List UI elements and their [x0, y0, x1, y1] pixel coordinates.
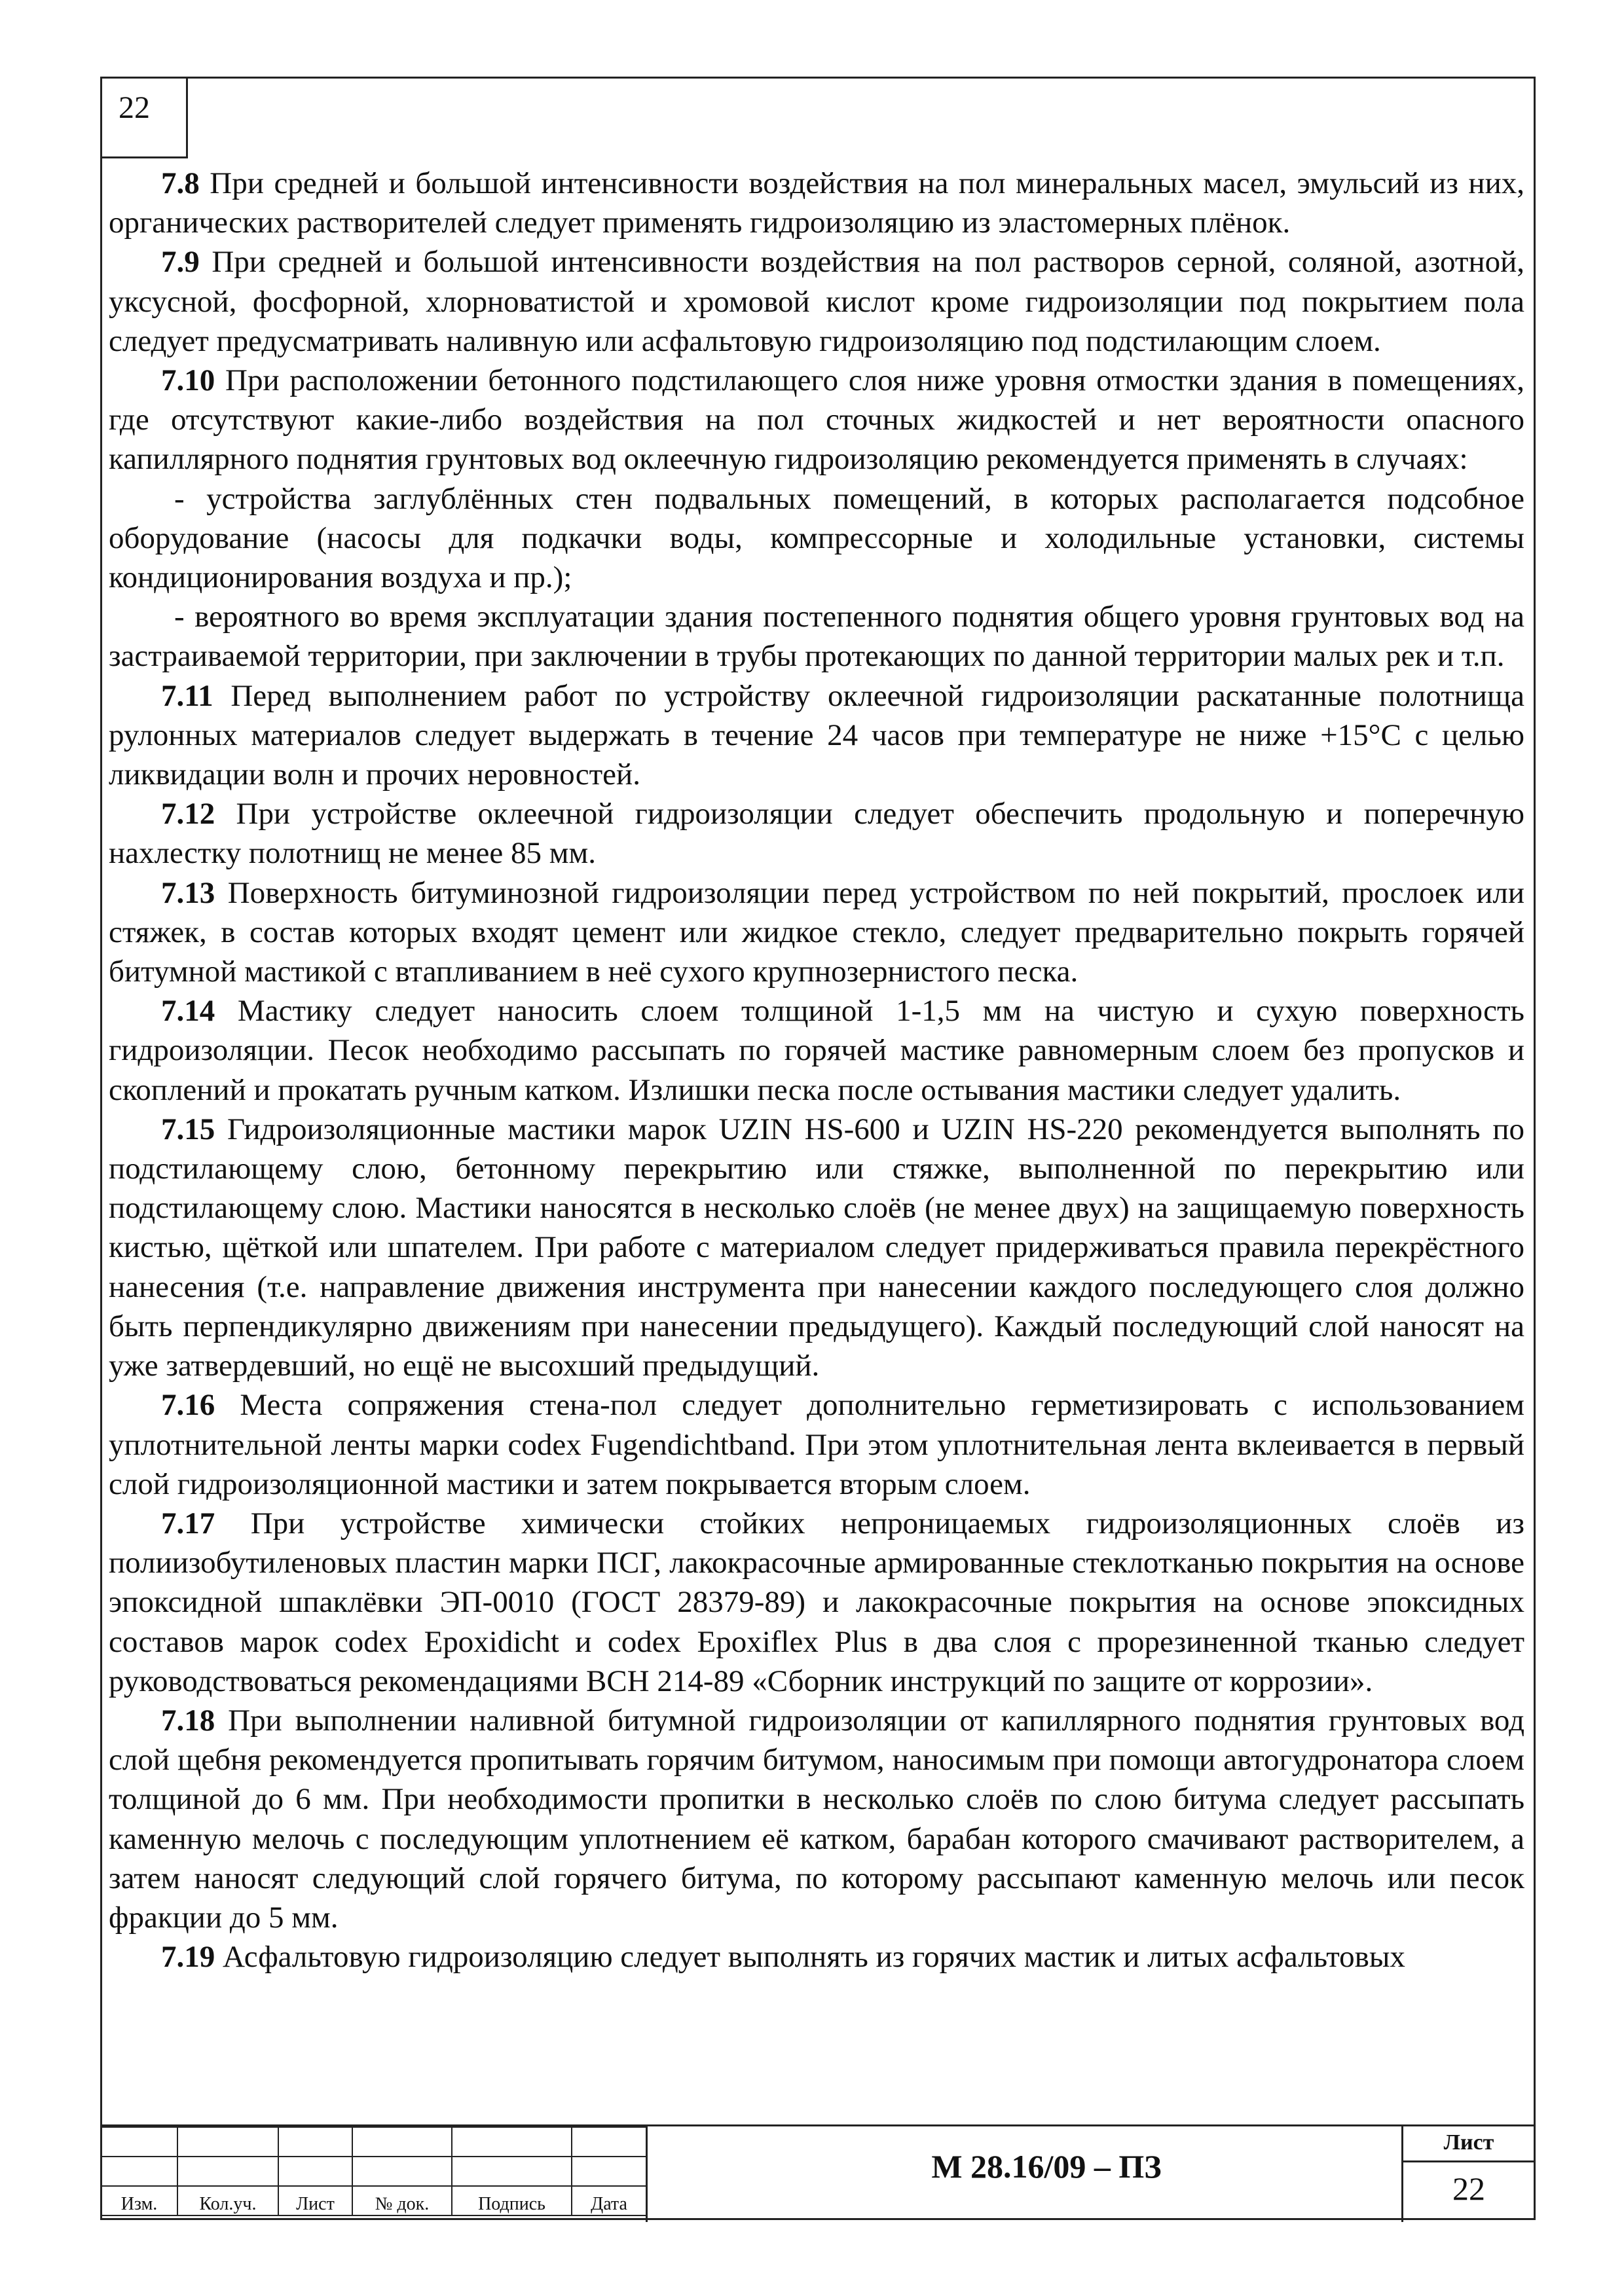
sheet-number: 22 — [1452, 2170, 1485, 2207]
paragraph-7-15: 7.15 Гидроизоляционные мастики марок UZIN HS-600 и UZIN HS-220 рекомендуется выполнять по подстилающему слою, бетонному перекрытию или стяжке, выполненной по перекрытию или подстилающему слою. Мастики наносятся в несколько слоёв (не менее двух) на защищаемую поверхность кистью, щёткой или шпателем. При работе с материалом следует придерживаться правила перекрёстного нанесения (т.е. направление движения инструмента при нанесении каждого последующего слоя должно быть перпендикулярно движениям при нанесении предыдущего). Каждый последующий слой наносят на уже затвердевший, но ещё не высохший предыдущий. — [109, 1112, 1524, 1383]
header-kol-uch: Кол.уч. — [177, 2186, 278, 2215]
grid-cell — [101, 2127, 177, 2157]
grid-cell — [352, 2157, 452, 2186]
paragraph-7-13: 7.13 Поверхность битуминозной гидроизоляции перед устройством по ней покрытий, прослоек или стяжек, в состав которых входят цемент или жидкое стекло, следует предварительно покрыть горячей битумной мастикой с втапливанием в неё сухого крупнозернистого песка. — [109, 875, 1524, 989]
paragraph-7-10: 7.10 При расположении бетонного подстилающего слоя ниже уровня отмостки здания в помещениях, где отсутствуют какие-либо воздействия на пол сточных жидкостей и нет вероятности опасного капиллярного поднятия грунтовых вод оклеечную гидроизоляцию рекомендуется применять в случаях: — [109, 363, 1524, 477]
grid-cell — [452, 2157, 572, 2186]
grid-cell — [352, 2127, 452, 2157]
paragraph-7-17: 7.17 При устройстве химически стойких непроницаемых гидроизоляционных слоёв из полиизобутиленовых пластин марки ПСГ, лакокрасочные армированные стеклотканью покрытия на основе эпоксидной шпаклёвки ЭП-0010 (ГОСТ 28379-89) и лакокрасочные покрытия на основе эпоксидных составов марок codex Epoxidicht и codex Epoxiflex Plus в два слоя с прорезиненной тканью следует руководствоваться рекомендациями ВСН 214-89 «Сборник инструкций по защите от коррозии». — [109, 1506, 1524, 1698]
grid-cell — [278, 2127, 352, 2157]
paragraph-7-8: 7.8 При средней и большой интенсивности воздействия на пол минеральных масел, эмульсий из них, органических растворителей следует применять гидроизоляцию из эластомерных плёнок. — [109, 166, 1524, 240]
header-signature: Подпись — [452, 2186, 572, 2215]
paragraph-7-12: 7.12 При устройстве оклеечной гидроизоляции следует обеспечить продольную и поперечную нахлестку полотнищ не менее 85 мм. — [109, 797, 1524, 871]
grid-cell — [452, 2127, 572, 2157]
header-izm: Изм. — [101, 2186, 177, 2215]
paragraph-7-16: 7.16 Места сопряжения стена-пол следует дополнительно герметизировать с использованием уплотнительной ленты марки codex Fugendichtband. При этом уплотнительная лента вклеивается в первый слой гидроизоляционной мастики и затем покрывается вторым слоем. — [109, 1388, 1524, 1501]
grid-cell — [278, 2157, 352, 2186]
paragraph-list-item-1: - устройства заглублённых стен подвальных помещений, в которых располагается подсобное оборудование (насосы для подкачки воды, компрессорные и холодильные установки, системы кондиционирования воздуха и пр.); — [109, 481, 1524, 595]
grid-cell — [572, 2157, 646, 2186]
revision-grid — [100, 2126, 647, 2216]
header-date: Дата — [572, 2186, 646, 2215]
grid-cell — [572, 2127, 646, 2157]
header-doc-number: № док. — [352, 2186, 452, 2215]
paragraph-7-9: 7.9 При средней и большой интенсивности воздействия на пол растворов серной, соляной, азотной, уксусной, фосфорной, хлорноватистой и хромовой кислот кроме гидроизоляции под покрытием пола следует предусматривать наливную или асфальтовую гидроизоляцию под подстилающим слоем. — [109, 245, 1524, 358]
grid-cell — [177, 2157, 278, 2186]
document-body — [103, 164, 1531, 1977]
header-list: Лист — [278, 2186, 352, 2215]
page-number-corner: 22 — [100, 77, 188, 158]
grid-cell — [101, 2157, 177, 2186]
paragraph-list-item-2: - вероятного во время эксплуатации здания постепенного поднятия общего уровня грунтовых вод на застраиваемой территории, при заключении в трубы протекающих по данной территории малых рек и т.п. — [109, 600, 1524, 674]
title-block-stamp — [100, 2124, 1536, 2222]
paragraph-7-11: 7.11 Перед выполнением работ по устройству оклеечной гидроизоляции раскатанные полотнища рулонных материалов следует выдержать в течение 24 часов при температуре не ниже +15°С с целью ликвидации волн и прочих неровностей. — [109, 678, 1524, 792]
grid-cell — [177, 2127, 278, 2157]
sheet-label: Лист — [1443, 2130, 1494, 2155]
paragraph-7-19: 7.19 Асфальтовую гидроизоляцию следует выполнять из горячих мастик и литых асфальтовых — [161, 1940, 1405, 1975]
paragraph-7-18: 7.18 При выполнении наливной битумной гидроизоляции от капиллярного поднятия грунтовых вод слой щебня рекомендуется пропитывать горячим битумом, наносимым при помощи автогудронатора слоем толщиной до 6 мм. При необходимости пропитки в несколько слоёв по слою битума следует рассыпать каменную мелочь с последующим уплотнением её катком, барабан которого смачивают растворителем, а затем наносят следующий слой горячего битума, по которому рассыпают каменную мелочь или песок фракции до 5 мм. — [109, 1703, 1524, 1935]
document-designation: М 28.16/09 – ПЗ — [931, 2148, 1162, 2185]
paragraph-7-14: 7.14 Мастику следует наносить слоем толщиной 1-1,5 мм на чистую и сухую поверхность гидроизоляции. Песок необходимо рассыпать по горячей мастике равномерным слоем без пропусков и скоплений и прокатать ручным катком. Излишки песка после остывания мастики следует удалить. — [109, 994, 1524, 1107]
